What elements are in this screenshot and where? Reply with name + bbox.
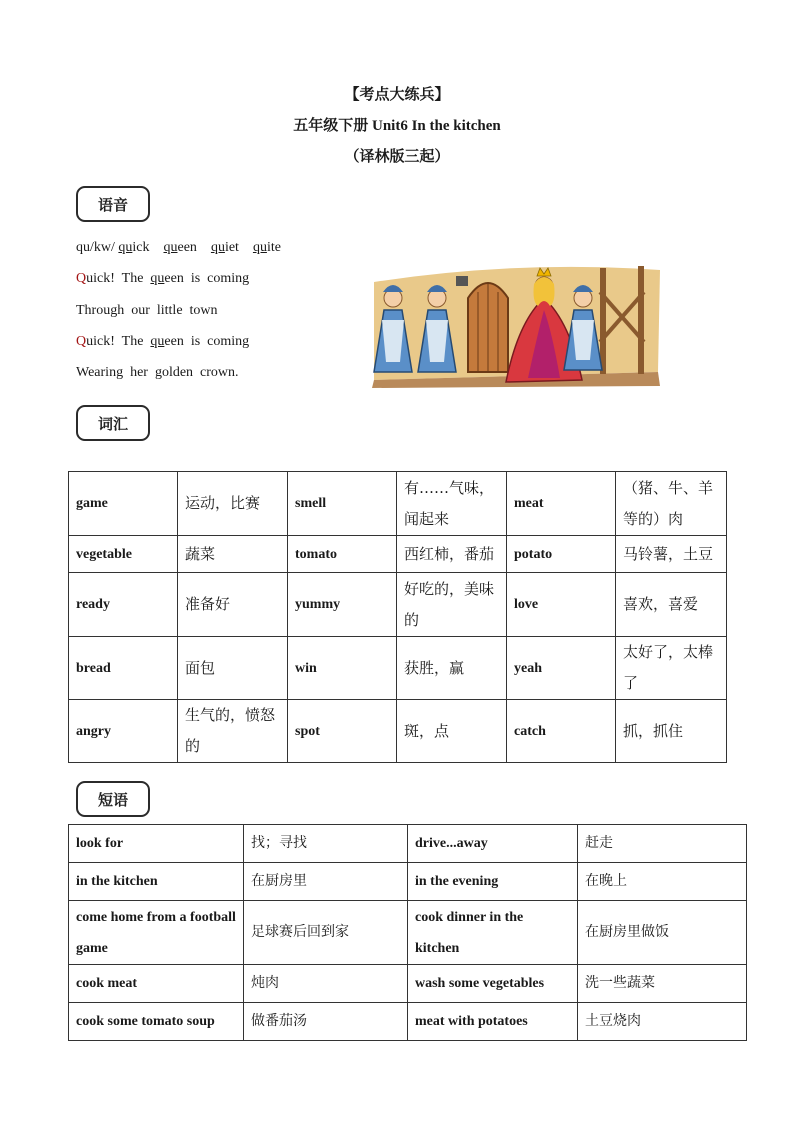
vocab-word: catch	[507, 700, 616, 763]
phonics-sound-line	[76, 236, 281, 267]
header-label: 【考点大练兵】	[344, 87, 450, 103]
table-row	[69, 825, 747, 863]
phrase-en: cook meat	[69, 965, 244, 1003]
vocab-meaning: 斑，点	[397, 700, 507, 763]
chant-line: Quick! The queen is coming	[76, 333, 250, 349]
vocab-word: game	[69, 472, 178, 536]
queen-illustration	[368, 262, 664, 388]
vocab-word: love	[507, 573, 616, 637]
vocab-meaning: 运动，比赛	[178, 472, 288, 536]
phrase-zh: 在厨房里	[244, 863, 408, 901]
table-row	[69, 965, 747, 1003]
vocab-meaning: 抓，抓住	[616, 700, 727, 763]
phrase-zh: 赶走	[578, 825, 747, 863]
table-row	[69, 536, 727, 573]
vocab-word: tomato	[288, 536, 397, 573]
phrase-en: drive...away	[408, 825, 578, 863]
phonics-block	[76, 236, 281, 392]
vocab-meaning: 太好了，太棒了	[616, 637, 727, 700]
edition-label: （译林版三起）	[344, 149, 450, 165]
vocab-meaning: 好吃的，美味的	[397, 573, 507, 637]
phrase-zh: 土豆烧肉	[578, 1003, 747, 1041]
vocab-word: yummy	[288, 573, 397, 637]
vocab-word: angry	[69, 700, 178, 763]
phonics-sound: qu/kw/	[76, 240, 115, 255]
vocab-meaning: 马铃薯，土豆	[616, 536, 727, 573]
vocab-word: spot	[288, 700, 397, 763]
table-row	[69, 637, 727, 700]
vocab-word: meat	[507, 472, 616, 536]
phrase-zh: 炖肉	[244, 965, 408, 1003]
table-row	[69, 472, 727, 536]
phrase-zh: 洗一些蔬菜	[578, 965, 747, 1003]
phrases-section-button[interactable]: 短语	[76, 781, 150, 817]
chant-line: Wearing her golden crown.	[76, 365, 239, 381]
phonics-word: queen	[163, 240, 197, 255]
phrase-en: wash some vegetables	[408, 965, 578, 1003]
table-row	[69, 863, 747, 901]
phrase-en: look for	[69, 825, 244, 863]
vocab-table	[68, 471, 727, 763]
vocab-word: yeah	[507, 637, 616, 700]
table-row	[69, 573, 727, 637]
phrase-zh: 做番茄汤	[244, 1003, 408, 1041]
phrase-en: in the evening	[408, 863, 578, 901]
vocab-word: bread	[69, 637, 178, 700]
phrase-zh: 找；寻找	[244, 825, 408, 863]
vocab-word: vegetable	[69, 536, 178, 573]
vocab-meaning: 有……气味，闻起来	[397, 472, 507, 536]
vocab-meaning: 生气的，愤怒的	[178, 700, 288, 763]
title-block	[0, 80, 794, 173]
phonics-word: quite	[252, 240, 281, 255]
vocab-word: potato	[507, 536, 616, 573]
vocab-word: win	[288, 637, 397, 700]
vocab-meaning: （猪、牛、羊等的）肉	[616, 472, 727, 536]
vocab-word: ready	[69, 573, 178, 637]
phrase-en: cook some tomato soup	[69, 1003, 244, 1041]
vocab-section-button[interactable]: 词汇	[76, 405, 150, 441]
phonics-word: quick	[118, 240, 150, 255]
phrase-en: come home from a football game	[69, 901, 244, 965]
phrase-zh: 足球赛后回到家	[244, 901, 408, 965]
phrases-table	[68, 824, 747, 1041]
phrase-en: meat with potatoes	[408, 1003, 578, 1041]
vocab-meaning: 获胜，赢	[397, 637, 507, 700]
phrase-zh: 在晚上	[578, 863, 747, 901]
phrase-zh: 在厨房里做饭	[578, 901, 747, 965]
vocab-meaning: 蔬菜	[178, 536, 288, 573]
phonics-section-button[interactable]: 语音	[76, 186, 150, 222]
vocab-meaning: 准备好	[178, 573, 288, 637]
phonics-word: quiet	[210, 240, 239, 255]
table-row	[69, 700, 727, 763]
table-row	[69, 1003, 747, 1041]
chant-line: Through our little town	[76, 302, 218, 318]
phrase-en: cook dinner in the kitchen	[408, 901, 578, 965]
table-row	[69, 901, 747, 965]
vocab-meaning: 西红柿，番茄	[397, 536, 507, 573]
chant-line: Quick! The queen is coming	[76, 271, 250, 287]
phrase-en: in the kitchen	[69, 863, 244, 901]
unit-title: 五年级下册 Unit6 In the kitchen	[293, 118, 501, 134]
vocab-meaning: 面包	[178, 637, 288, 700]
vocab-meaning: 喜欢，喜爱	[616, 573, 727, 637]
vocab-word: smell	[288, 472, 397, 536]
